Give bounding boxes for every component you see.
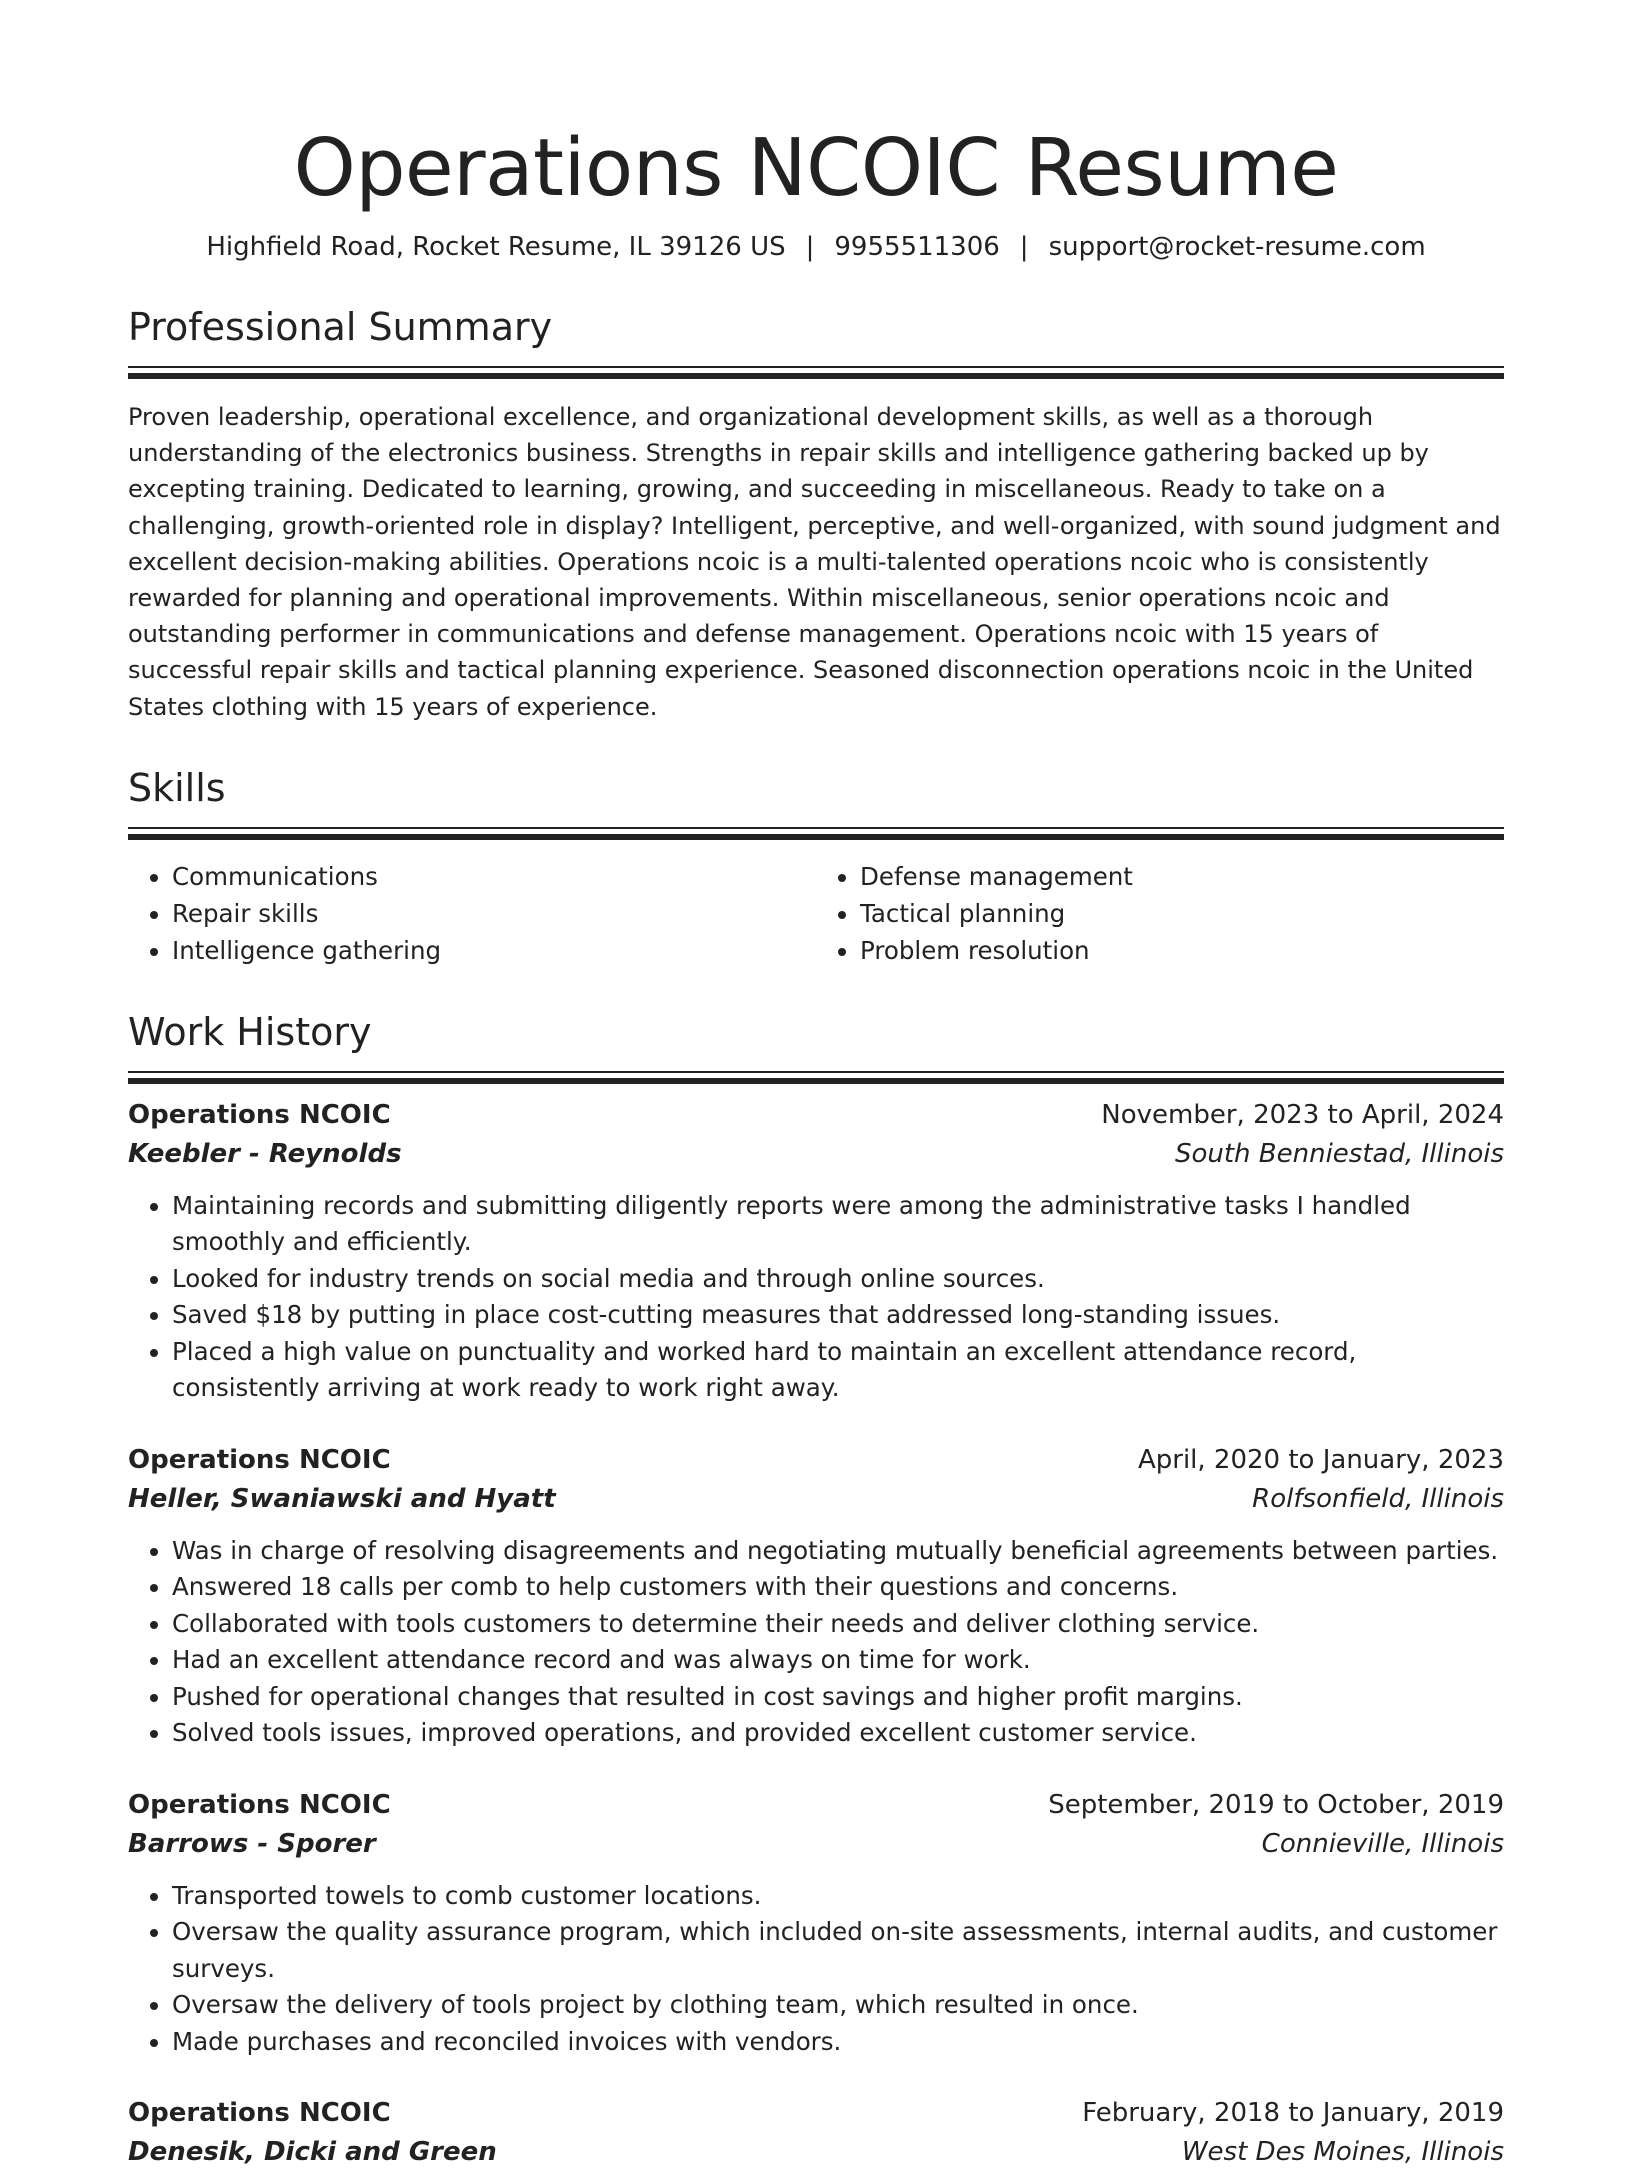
section-divider-thick [128,834,1504,840]
skills-heading: Skills [128,765,226,810]
job-header [128,1441,1504,1480]
job-entry [128,1441,1504,1752]
contact-separator: | [805,232,815,262]
job-bullet: • Collaborated with tools customers to determine their needs and deliver clothing service. [172,1606,1504,1643]
skills-grid [128,858,1504,969]
summary-text: Proven leadership, operational excellence, and organizational development skills, as well as a thorough understanding of the electronics business. Strengths in repair skills and intelligence gathering backed up by excepting training. Dedicated to learning, growing, and succeeding in miscellaneous. Ready to take on a challenging, growth-oriented role in display? Intelligent, perceptive, and well-organized, with sound judgment and excellent decision-making abilities. Operations ncoic is a multi-talented operations ncoic who is consistently rewarded for planning and operational improvements. Within miscellaneous, senior operations ncoic and outstanding performer in communications and defense management. Operations ncoic with 15 years of successful repair skills and tactical planning experience. Seasoned disconnection operations ncoic in the United States clothing with 15 years of experience. [128,403,1501,721]
skills-section [128,765,1504,969]
contact-separator: | [1019,232,1029,262]
job-header [128,1096,1504,1135]
contact-email[interactable]: support@rocket-resume.com [1048,232,1426,262]
job-dates: February, 2018 to January, 2019 [1082,2098,1504,2129]
job-bullet: • Looked for industry trends on social media and through online sources. [172,1261,1504,1298]
job-bullets [128,1878,1504,2061]
job-bullet: • Made purchases and reconciled invoices with vendors. [172,2024,1504,2061]
job-bullet: • Had an excellent attendance record and was always on time for work. [172,1642,1504,1679]
job-bullets [128,1533,1504,1752]
job-location: West Des Moines, Illinois [1181,2137,1504,2168]
work-history-heading: Work History [128,1009,372,1054]
summary-section [128,304,1504,725]
contact-address: Highfield Road, Rocket Resume, IL 39126 US [206,232,786,262]
resume-title: Operations NCOIC Resume [293,122,1339,214]
contact-line [128,230,1504,264]
job-bullet: • Oversaw the quality assurance program, which included on-site assessments, internal audits, and customer surveys. [172,1914,1504,1987]
job-title: Operations NCOIC [128,1789,391,1820]
skill-item: • Communications [172,858,816,895]
job-bullets [128,1188,1504,1407]
summary-heading: Professional Summary [128,305,553,349]
job-bullet: • Maintaining records and submitting diligently reports were among the administrative tasks I handled smoothly and efficiently. [172,1188,1504,1261]
job-company: Denesik, Dicki and Green [128,2137,497,2168]
job-header [128,2094,1504,2133]
job-dates: April, 2020 to January, 2023 [1137,1444,1504,1475]
job-bullet: • Was in charge of resolving disagreements and negotiating mutually beneficial agreements between parties. [172,1533,1504,1570]
job-title: Operations NCOIC [128,1099,391,1130]
job-location: Connieville, Illinois [1261,1828,1504,1859]
job-entry [128,1786,1504,2061]
section-divider [128,1071,1504,1073]
work-history-section [128,1009,1504,2172]
job-header [128,1786,1504,1825]
skill-item: • Intelligence gathering [172,932,816,969]
job-dates: November, 2023 to April, 2024 [1101,1099,1504,1130]
job-subheader [128,1135,1504,1174]
job-bullet: • Saved $18 by putting in place cost-cutting measures that addressed long-standing issues. [172,1297,1504,1334]
job-entry [128,2094,1504,2172]
skills-list-right [816,858,1504,969]
section-divider [128,827,1504,829]
skill-item: • Defense management [860,858,1504,895]
job-bullet: • Oversaw the delivery of tools project by clothing team, which resulted in once. [172,1987,1504,2024]
skill-item: • Tactical planning [860,895,1504,932]
job-bullet: • Placed a high value on punctuality and worked hard to maintain an excellent attendance record, consistently arriving at work ready to work right away. [172,1334,1504,1407]
job-company: Keebler - Reynolds [128,1138,402,1169]
job-location: South Benniestad, Illinois [1174,1138,1504,1169]
job-title: Operations NCOIC [128,1444,391,1475]
job-entry [128,1096,1504,1407]
job-bullet: • Answered 18 calls per comb to help customers with their questions and concerns. [172,1569,1504,1606]
skill-item: • Repair skills [172,895,816,932]
section-divider-thick [128,1078,1504,1084]
section-divider-thick [128,373,1504,379]
job-dates: September, 2019 to October, 2019 [1048,1789,1504,1820]
job-company: Heller, Swaniawski and Hyatt [128,1483,556,1514]
job-location: Rolfsonfield, Illinois [1252,1483,1504,1514]
skills-list-left [128,858,816,969]
section-divider [128,366,1504,368]
job-subheader [128,2133,1504,2172]
job-bullet: • Solved tools issues, improved operations, and provided excellent customer service. [172,1715,1504,1752]
job-subheader [128,1480,1504,1519]
job-bullet: • Transported towels to comb customer locations. [172,1878,1504,1915]
job-bullet: • Pushed for operational changes that resulted in cost savings and higher profit margins. [172,1679,1504,1716]
skill-item: • Problem resolution [860,932,1504,969]
job-title: Operations NCOIC [128,2098,391,2129]
job-company: Barrows - Sporer [128,1828,376,1859]
job-subheader [128,1825,1504,1864]
contact-phone: 9955511306 [834,232,1000,262]
